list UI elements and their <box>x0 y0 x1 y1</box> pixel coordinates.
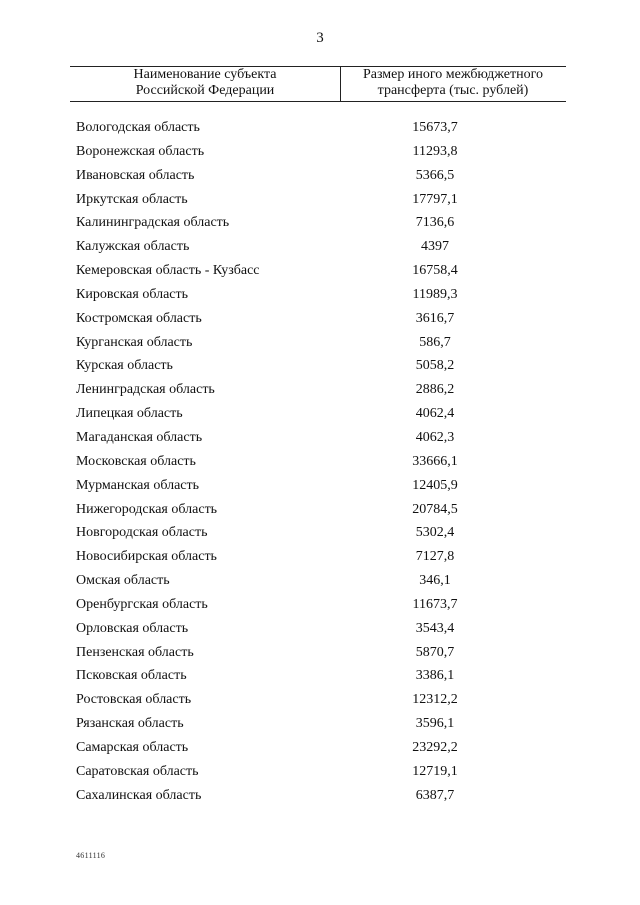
transfer-amount: 15673,7 <box>412 120 458 135</box>
table-row <box>0 164 640 188</box>
table-row <box>0 474 640 498</box>
transfer-amount: 4062,4 <box>415 406 455 422</box>
transfer-amount: 7127,8 <box>415 549 455 565</box>
table-row <box>0 283 640 307</box>
table-row <box>0 378 640 402</box>
column-header-amount-line1: Размер иного межбюджетного <box>362 67 544 82</box>
table-row <box>0 354 640 378</box>
subject-name: Ивановская область <box>76 167 195 183</box>
column-header-subject <box>70 67 340 99</box>
transfer-amount: 12719,1 <box>412 763 458 779</box>
subject-name: Пензенская область <box>76 644 194 660</box>
subject-name: Курская область <box>76 358 173 374</box>
subject-name: Вологодская область <box>76 120 200 135</box>
subject-name: Новгородская область <box>76 525 208 541</box>
subject-name: Псковская область <box>76 668 187 684</box>
table-row <box>0 664 640 688</box>
transfer-amount: 5058,2 <box>415 358 455 374</box>
table-row <box>0 259 640 283</box>
subject-name: Московская область <box>76 453 196 469</box>
table-body <box>0 116 640 807</box>
subject-name: Сахалинская область <box>76 787 202 803</box>
subject-name: Кемеровская область - Кузбасс <box>76 263 260 279</box>
transfer-amount: 12312,2 <box>412 692 458 708</box>
table-row <box>0 641 640 665</box>
subject-name: Нижегородская область <box>76 501 218 517</box>
transfer-amount: 7136,6 <box>415 215 455 231</box>
column-header-amount-line2: трансферта (тыс. рублей) <box>377 83 529 98</box>
transfer-amount: 23292,2 <box>412 739 458 755</box>
table-row <box>0 736 640 760</box>
subject-name: Новосибирская область <box>76 549 217 565</box>
table-row <box>0 450 640 474</box>
table-row <box>0 545 640 569</box>
subject-name: Омская область <box>76 573 170 589</box>
table-row <box>0 593 640 617</box>
subject-name: Кировская область <box>76 286 189 302</box>
transfer-amount: 3616,7 <box>415 310 455 326</box>
table-row <box>0 307 640 331</box>
subject-name: Рязанская область <box>76 716 184 732</box>
transfer-amount: 16758,4 <box>412 263 458 279</box>
subject-name: Орловская область <box>76 620 189 636</box>
transfer-amount: 33666,1 <box>412 453 458 469</box>
transfer-amount: 5302,4 <box>415 525 455 541</box>
table-row <box>0 426 640 450</box>
table-row <box>0 569 640 593</box>
table-row <box>0 498 640 522</box>
subject-name: Калужская область <box>76 239 190 255</box>
subject-name: Самарская область <box>76 739 189 755</box>
transfer-amount: 4062,3 <box>415 429 455 445</box>
table-row <box>0 188 640 212</box>
subject-name: Воронежская область <box>76 143 205 159</box>
document-code: 4611116 <box>76 851 106 860</box>
table-row <box>0 211 640 235</box>
transfer-amount: 12405,9 <box>412 477 458 493</box>
table-row <box>0 116 640 140</box>
table-row <box>0 617 640 641</box>
page-number: 3 <box>316 30 324 46</box>
transfer-amount: 11673,7 <box>412 596 458 612</box>
table-row <box>0 235 640 259</box>
subject-name: Иркутская область <box>76 191 188 207</box>
table-header <box>70 66 566 102</box>
transfer-amount: 3386,1 <box>415 668 455 684</box>
subject-name: Саратовская область <box>76 763 199 779</box>
transfer-amount: 2886,2 <box>415 382 455 398</box>
subject-name: Костромская область <box>76 310 202 326</box>
subject-name: Ростовская область <box>76 692 192 708</box>
column-header-amount <box>340 67 566 99</box>
transfer-amount: 6387,7 <box>415 787 455 803</box>
table-row <box>0 521 640 545</box>
subject-name: Оренбургская область <box>76 596 208 612</box>
table-row <box>0 331 640 355</box>
subject-name: Мурманская область <box>76 477 200 493</box>
transfer-amount: 20784,5 <box>412 501 458 517</box>
transfer-amount: 5870,7 <box>415 644 455 660</box>
subject-name: Ленинградская область <box>76 382 215 398</box>
table-row <box>0 760 640 784</box>
transfer-amount: 11989,3 <box>412 286 458 302</box>
subject-name: Липецкая область <box>76 406 183 422</box>
transfer-amount: 17797,1 <box>412 191 458 207</box>
subject-name: Курганская область <box>76 334 193 350</box>
table-row <box>0 688 640 712</box>
table-row <box>0 140 640 164</box>
table-row <box>0 402 640 426</box>
transfer-amount: 3543,4 <box>415 620 455 636</box>
transfer-amount: 4397 <box>421 239 449 255</box>
subject-name: Калининградская область <box>76 215 230 231</box>
transfer-amount: 11293,8 <box>412 143 458 159</box>
transfer-amount: 346,1 <box>419 573 451 589</box>
column-header-subject-line1: Наименование субъекта <box>133 67 277 82</box>
table-row <box>0 784 640 808</box>
transfer-amount: 3596,1 <box>415 716 455 732</box>
transfer-amount: 586,7 <box>419 334 451 350</box>
transfer-amount: 5366,5 <box>415 167 455 183</box>
column-header-subject-line2: Российской Федерации <box>135 83 275 98</box>
subject-name: Магаданская область <box>76 429 203 445</box>
table-row <box>0 712 640 736</box>
